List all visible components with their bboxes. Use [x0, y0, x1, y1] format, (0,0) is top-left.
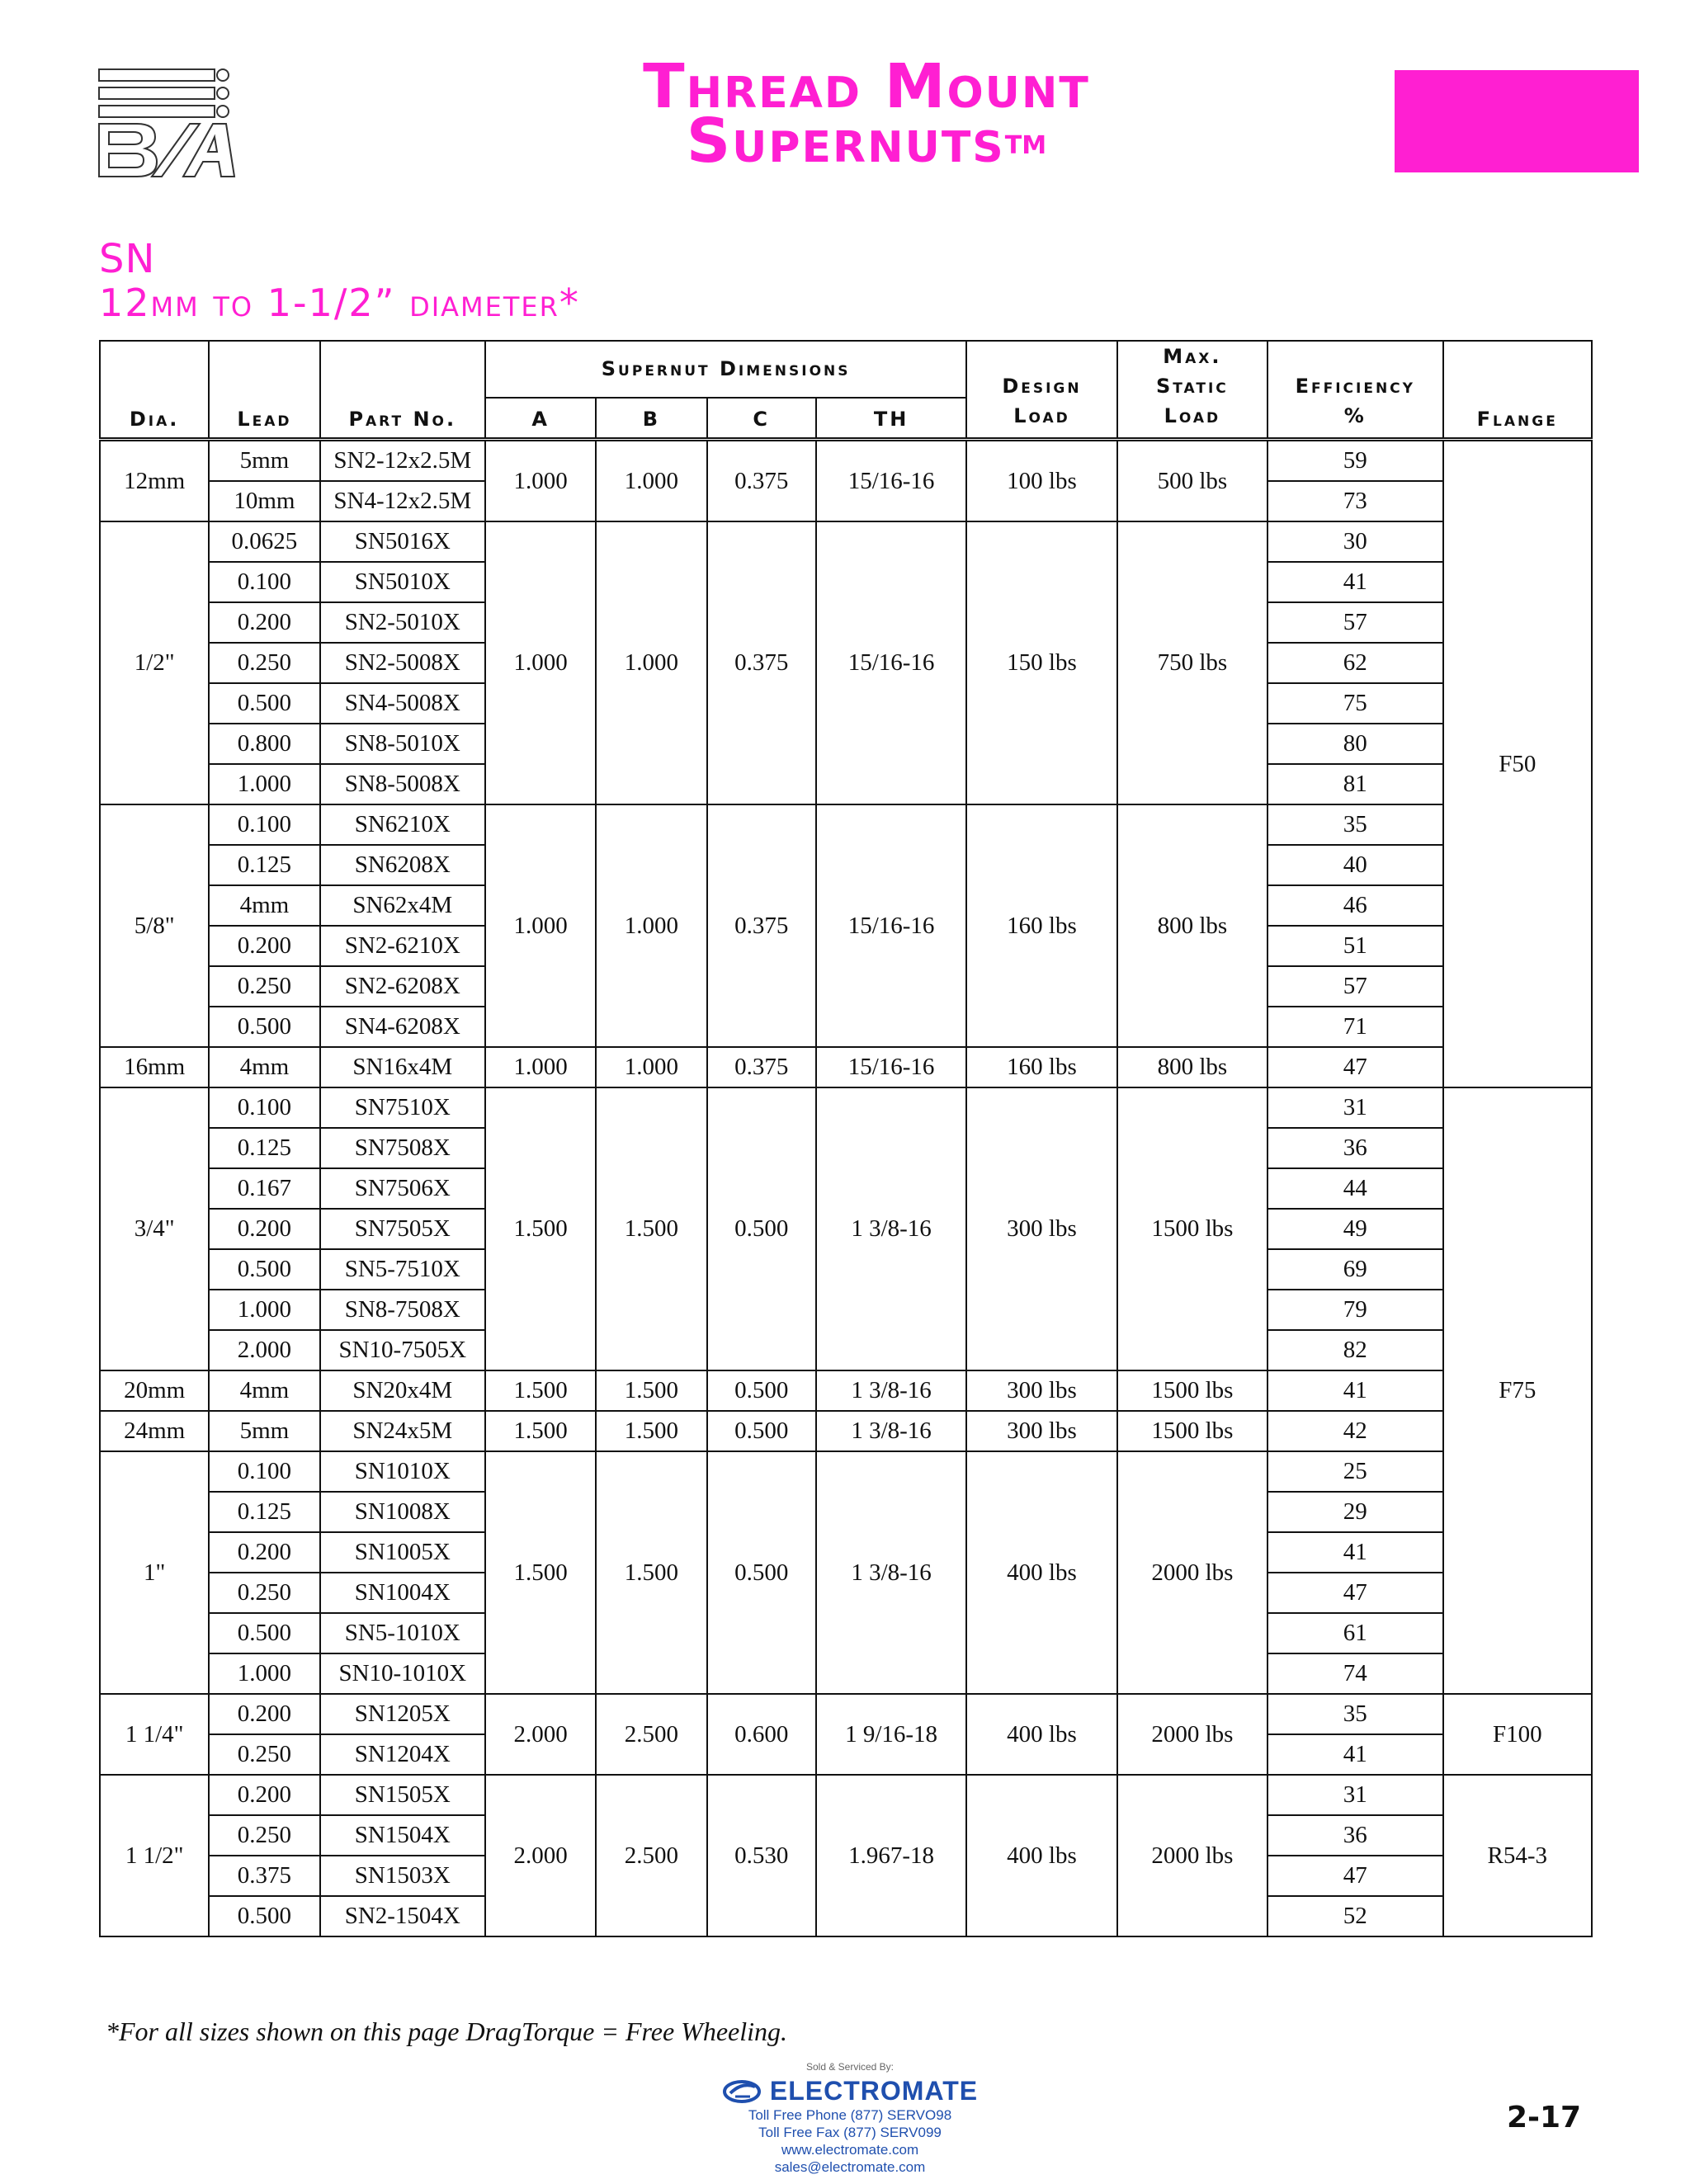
- cell-part-no: SN8-5010X: [320, 724, 485, 764]
- table-row: [100, 1451, 1592, 1492]
- cell-part-no: SN5-7510X: [320, 1249, 485, 1290]
- cell-part-no: SN1204X: [320, 1734, 485, 1775]
- cell-part-no: SN20x4M: [320, 1370, 485, 1411]
- cell-dim-c: 0.600: [707, 1694, 816, 1775]
- cell-lead: 4mm: [209, 885, 319, 926]
- section-color-tab: [1395, 70, 1639, 172]
- header-efficiency: Efficiency %: [1268, 341, 1442, 440]
- cell-dia: 24mm: [100, 1411, 209, 1451]
- cell-dim-th: 15/16-16: [816, 440, 966, 522]
- diameter-range: 12mm to 1-1/2” diameter*: [99, 281, 580, 325]
- cell-dim-th: 15/16-16: [816, 804, 966, 1047]
- title-line-2: Supernuts™: [686, 106, 1047, 177]
- cell-efficiency: 59: [1268, 440, 1442, 482]
- fax-line: Toll Free Fax (877) SERV099: [758, 2125, 942, 2140]
- title-line-1: Thread Mount: [643, 51, 1090, 122]
- cell-dim-c: 0.530: [707, 1775, 816, 1936]
- cell-dim-b: 1.500: [596, 1411, 706, 1451]
- cell-dim-th: 1 3/8-16: [816, 1087, 966, 1370]
- cell-lead: 0.200: [209, 1209, 319, 1249]
- seller-block: [660, 2061, 1040, 2176]
- cell-part-no: SN1008X: [320, 1492, 485, 1532]
- cell-part-no: SN2-6208X: [320, 966, 485, 1007]
- cell-part-no: SN10-1010X: [320, 1653, 485, 1694]
- cell-efficiency: 75: [1268, 683, 1442, 724]
- cell-efficiency: 41: [1268, 1370, 1442, 1411]
- cell-dim-a: 1.000: [485, 804, 596, 1047]
- cell-lead: 0.250: [209, 1573, 319, 1613]
- cell-efficiency: 71: [1268, 1007, 1442, 1047]
- trademark-mark: TM: [1004, 131, 1047, 160]
- page-number: 2-17: [1507, 2101, 1582, 2134]
- cell-part-no: SN24x5M: [320, 1411, 485, 1451]
- cell-lead: 1.000: [209, 1290, 319, 1330]
- cell-design-load: 300 lbs: [966, 1411, 1116, 1451]
- cell-dim-b: 1.000: [596, 521, 706, 804]
- cell-dim-th: 15/16-16: [816, 521, 966, 804]
- cell-efficiency: 47: [1268, 1047, 1442, 1087]
- cell-dia: 16mm: [100, 1047, 209, 1087]
- header-flange: Flange: [1443, 341, 1592, 440]
- cell-dim-a: 1.000: [485, 521, 596, 804]
- cell-lead: 0.200: [209, 1694, 319, 1734]
- bsa-logo: [97, 64, 238, 180]
- cell-efficiency: 42: [1268, 1411, 1442, 1451]
- cell-dia: 5/8": [100, 804, 209, 1047]
- header-part-no: Part No.: [320, 341, 485, 440]
- cell-lead: 0.800: [209, 724, 319, 764]
- cell-dim-th: 1 3/8-16: [816, 1411, 966, 1451]
- cell-lead: 0.500: [209, 1896, 319, 1936]
- cell-part-no: SN1004X: [320, 1573, 485, 1613]
- cell-lead: 0.375: [209, 1856, 319, 1896]
- cell-dia: 1 1/4": [100, 1694, 209, 1775]
- cell-design-load: 400 lbs: [966, 1451, 1116, 1694]
- cell-dim-b: 1.500: [596, 1087, 706, 1370]
- cell-flange: F50: [1443, 440, 1592, 1088]
- cell-design-load: 300 lbs: [966, 1087, 1116, 1370]
- cell-efficiency: 36: [1268, 1815, 1442, 1856]
- cell-efficiency: 25: [1268, 1451, 1442, 1492]
- cell-part-no: SN5016X: [320, 521, 485, 562]
- table-row: [100, 1370, 1592, 1411]
- cell-efficiency: 57: [1268, 966, 1442, 1007]
- cell-part-no: SN2-5008X: [320, 643, 485, 683]
- cell-max-static-load: 2000 lbs: [1117, 1775, 1268, 1936]
- cell-lead: 4mm: [209, 1047, 319, 1087]
- cell-lead: 0.167: [209, 1168, 319, 1209]
- header-b: B: [596, 398, 706, 440]
- cell-lead: 0.500: [209, 1007, 319, 1047]
- cell-part-no: SN7508X: [320, 1128, 485, 1168]
- cell-dim-b: 1.500: [596, 1370, 706, 1411]
- table-row: [100, 1775, 1592, 1815]
- cell-lead: 0.250: [209, 643, 319, 683]
- cell-lead: 0.200: [209, 1775, 319, 1815]
- cell-efficiency: 52: [1268, 1896, 1442, 1936]
- cell-efficiency: 61: [1268, 1613, 1442, 1653]
- cell-design-load: 100 lbs: [966, 440, 1116, 522]
- header-max-static-load: Max. Static Load: [1117, 341, 1268, 440]
- cell-design-load: 150 lbs: [966, 521, 1116, 804]
- cell-efficiency: 44: [1268, 1168, 1442, 1209]
- cell-part-no: SN2-1504X: [320, 1896, 485, 1936]
- cell-part-no: SN4-6208X: [320, 1007, 485, 1047]
- cell-dim-b: 1.500: [596, 1451, 706, 1694]
- cell-lead: 0.200: [209, 1532, 319, 1573]
- cell-efficiency: 62: [1268, 643, 1442, 683]
- cell-efficiency: 51: [1268, 926, 1442, 966]
- cell-lead: 5mm: [209, 440, 319, 482]
- cell-efficiency: 47: [1268, 1856, 1442, 1896]
- cell-dia: 3/4": [100, 1087, 209, 1370]
- cell-dim-th: 15/16-16: [816, 1047, 966, 1087]
- cell-dim-c: 0.375: [707, 521, 816, 804]
- cell-efficiency: 74: [1268, 1653, 1442, 1694]
- cell-flange: F75: [1443, 1087, 1592, 1694]
- cell-efficiency: 80: [1268, 724, 1442, 764]
- cell-dim-a: 1.500: [485, 1411, 596, 1451]
- cell-dim-a: 1.500: [485, 1087, 596, 1370]
- cell-lead: 0.125: [209, 845, 319, 885]
- cell-part-no: SN16x4M: [320, 1047, 485, 1087]
- cell-efficiency: 30: [1268, 521, 1442, 562]
- table-row: [100, 521, 1592, 562]
- phone-line: Toll Free Phone (877) SERVO98: [748, 2107, 952, 2123]
- cell-part-no: SN2-12x2.5M: [320, 440, 485, 482]
- cell-dia: 12mm: [100, 440, 209, 522]
- cell-dim-th: 1.967-18: [816, 1775, 966, 1936]
- cell-dim-c: 0.375: [707, 440, 816, 522]
- cell-max-static-load: 2000 lbs: [1117, 1451, 1268, 1694]
- cell-part-no: SN2-6210X: [320, 926, 485, 966]
- table-row: [100, 440, 1592, 482]
- cell-dim-th: 1 3/8-16: [816, 1451, 966, 1694]
- website-link[interactable]: www.electromate.com: [781, 2142, 919, 2158]
- cell-lead: 5mm: [209, 1411, 319, 1451]
- header-a: A: [485, 398, 596, 440]
- cell-part-no: SN1505X: [320, 1775, 485, 1815]
- cell-dim-c: 0.500: [707, 1451, 816, 1694]
- cell-part-no: SN62x4M: [320, 885, 485, 926]
- cell-flange: R54-3: [1443, 1775, 1592, 1936]
- cell-dim-b: 1.000: [596, 804, 706, 1047]
- cell-dim-b: 2.500: [596, 1775, 706, 1936]
- cell-efficiency: 69: [1268, 1249, 1442, 1290]
- cell-dim-th: 1 3/8-16: [816, 1370, 966, 1411]
- cell-dim-a: 1.000: [485, 440, 596, 522]
- cell-part-no: SN1205X: [320, 1694, 485, 1734]
- cell-part-no: SN1503X: [320, 1856, 485, 1896]
- cell-lead: 0.500: [209, 1249, 319, 1290]
- cell-dim-c: 0.500: [707, 1087, 816, 1370]
- table-row: [100, 1411, 1592, 1451]
- page-title: [495, 51, 1238, 177]
- cell-efficiency: 29: [1268, 1492, 1442, 1532]
- cell-dim-c: 0.375: [707, 1047, 816, 1087]
- cell-efficiency: 47: [1268, 1573, 1442, 1613]
- cell-efficiency: 46: [1268, 885, 1442, 926]
- cell-dim-a: 2.000: [485, 1694, 596, 1775]
- cell-dim-c: 0.500: [707, 1370, 816, 1411]
- cell-design-load: 300 lbs: [966, 1370, 1116, 1411]
- header-supernut-dimensions: Supernut Dimensions: [485, 341, 966, 398]
- cell-efficiency: 41: [1268, 1532, 1442, 1573]
- cell-lead: 2.000: [209, 1330, 319, 1370]
- cell-lead: 0.200: [209, 602, 319, 643]
- cell-dim-a: 1.000: [485, 1047, 596, 1087]
- cell-efficiency: 49: [1268, 1209, 1442, 1249]
- electromate-swoosh-icon: [722, 2078, 762, 2105]
- cell-lead: 0.100: [209, 1451, 319, 1492]
- cell-lead: 0.100: [209, 562, 319, 602]
- cell-part-no: SN7510X: [320, 1087, 485, 1128]
- cell-lead: 0.200: [209, 926, 319, 966]
- cell-dim-c: 0.375: [707, 804, 816, 1047]
- cell-part-no: SN6208X: [320, 845, 485, 885]
- table-header: [100, 341, 1592, 440]
- table-row: [100, 804, 1592, 845]
- header-dia: Dia.: [100, 341, 209, 440]
- cell-max-static-load: 1500 lbs: [1117, 1370, 1268, 1411]
- cell-efficiency: 41: [1268, 562, 1442, 602]
- cell-max-static-load: 750 lbs: [1117, 521, 1268, 804]
- cell-part-no: SN1010X: [320, 1451, 485, 1492]
- cell-lead: 0.100: [209, 804, 319, 845]
- cell-part-no: SN5010X: [320, 562, 485, 602]
- cell-efficiency: 31: [1268, 1775, 1442, 1815]
- cell-efficiency: 73: [1268, 481, 1442, 521]
- cell-efficiency: 40: [1268, 845, 1442, 885]
- cell-efficiency: 31: [1268, 1087, 1442, 1128]
- cell-lead: 0.125: [209, 1128, 319, 1168]
- cell-max-static-load: 800 lbs: [1117, 804, 1268, 1047]
- cell-part-no: SN4-5008X: [320, 683, 485, 724]
- cell-dia: 1": [100, 1451, 209, 1694]
- cell-efficiency: 82: [1268, 1330, 1442, 1370]
- cell-max-static-load: 500 lbs: [1117, 440, 1268, 522]
- cell-max-static-load: 1500 lbs: [1117, 1411, 1268, 1451]
- cell-part-no: SN4-12x2.5M: [320, 481, 485, 521]
- cell-part-no: SN10-7505X: [320, 1330, 485, 1370]
- cell-design-load: 400 lbs: [966, 1694, 1116, 1775]
- header-lead: Lead: [209, 341, 319, 440]
- cell-dim-a: 1.500: [485, 1370, 596, 1411]
- cell-lead: 0.500: [209, 683, 319, 724]
- cell-part-no: SN7505X: [320, 1209, 485, 1249]
- cell-efficiency: 41: [1268, 1734, 1442, 1775]
- cell-lead: 0.100: [209, 1087, 319, 1128]
- cell-lead: 0.250: [209, 1734, 319, 1775]
- table-body: [100, 440, 1592, 1937]
- header-c: C: [707, 398, 816, 440]
- cell-dim-b: 1.000: [596, 440, 706, 522]
- cell-efficiency: 79: [1268, 1290, 1442, 1330]
- brand-name: ELECTROMATE: [769, 2076, 979, 2106]
- cell-dim-b: 1.000: [596, 1047, 706, 1087]
- cell-dia: 20mm: [100, 1370, 209, 1411]
- cell-part-no: SN2-5010X: [320, 602, 485, 643]
- cell-dim-c: 0.500: [707, 1411, 816, 1451]
- table-row: [100, 1087, 1592, 1128]
- cell-max-static-load: 800 lbs: [1117, 1047, 1268, 1087]
- cell-lead: 1.000: [209, 764, 319, 804]
- table-row: [100, 1047, 1592, 1087]
- table-row: [100, 1694, 1592, 1734]
- cell-efficiency: 81: [1268, 764, 1442, 804]
- cell-dia: 1/2": [100, 521, 209, 804]
- cell-max-static-load: 2000 lbs: [1117, 1694, 1268, 1775]
- cell-part-no: SN1005X: [320, 1532, 485, 1573]
- cell-dia: 1 1/2": [100, 1775, 209, 1936]
- cell-part-no: SN8-7508X: [320, 1290, 485, 1330]
- cell-lead: 0.500: [209, 1613, 319, 1653]
- cell-lead: 1.000: [209, 1653, 319, 1694]
- cell-part-no: SN6210X: [320, 804, 485, 845]
- sold-by-label: Sold & Serviced By:: [805, 2061, 895, 2073]
- cell-dim-th: 1 9/16-18: [816, 1694, 966, 1775]
- cell-lead: 0.125: [209, 1492, 319, 1532]
- cell-design-load: 160 lbs: [966, 1047, 1116, 1087]
- electromate-logo[interactable]: [660, 2076, 1040, 2106]
- cell-dim-a: 1.500: [485, 1451, 596, 1694]
- cell-efficiency: 35: [1268, 1694, 1442, 1734]
- footnote: *For all sizes shown on this page DragTorque = Free Wheeling.: [106, 2017, 788, 2046]
- header-design-load: Design Load: [966, 341, 1116, 440]
- cell-lead: 0.250: [209, 1815, 319, 1856]
- cell-lead: 10mm: [209, 481, 319, 521]
- cell-part-no: SN8-5008X: [320, 764, 485, 804]
- cell-design-load: 400 lbs: [966, 1775, 1116, 1936]
- header-th: TH: [816, 398, 966, 440]
- cell-part-no: SN5-1010X: [320, 1613, 485, 1653]
- cell-part-no: SN7506X: [320, 1168, 485, 1209]
- cell-efficiency: 36: [1268, 1128, 1442, 1168]
- cell-max-static-load: 1500 lbs: [1117, 1087, 1268, 1370]
- cell-lead: 0.250: [209, 966, 319, 1007]
- cell-lead: 4mm: [209, 1370, 319, 1411]
- email-link[interactable]: sales@electromate.com: [774, 2159, 926, 2175]
- cell-efficiency: 35: [1268, 804, 1442, 845]
- spec-table: [99, 340, 1593, 1937]
- cell-flange: F100: [1443, 1694, 1592, 1775]
- cell-dim-a: 2.000: [485, 1775, 596, 1936]
- series-code: SN: [99, 236, 156, 282]
- cell-part-no: SN1504X: [320, 1815, 485, 1856]
- cell-efficiency: 57: [1268, 602, 1442, 643]
- cell-lead: 0.0625: [209, 521, 319, 562]
- cell-design-load: 160 lbs: [966, 804, 1116, 1047]
- cell-dim-b: 2.500: [596, 1694, 706, 1775]
